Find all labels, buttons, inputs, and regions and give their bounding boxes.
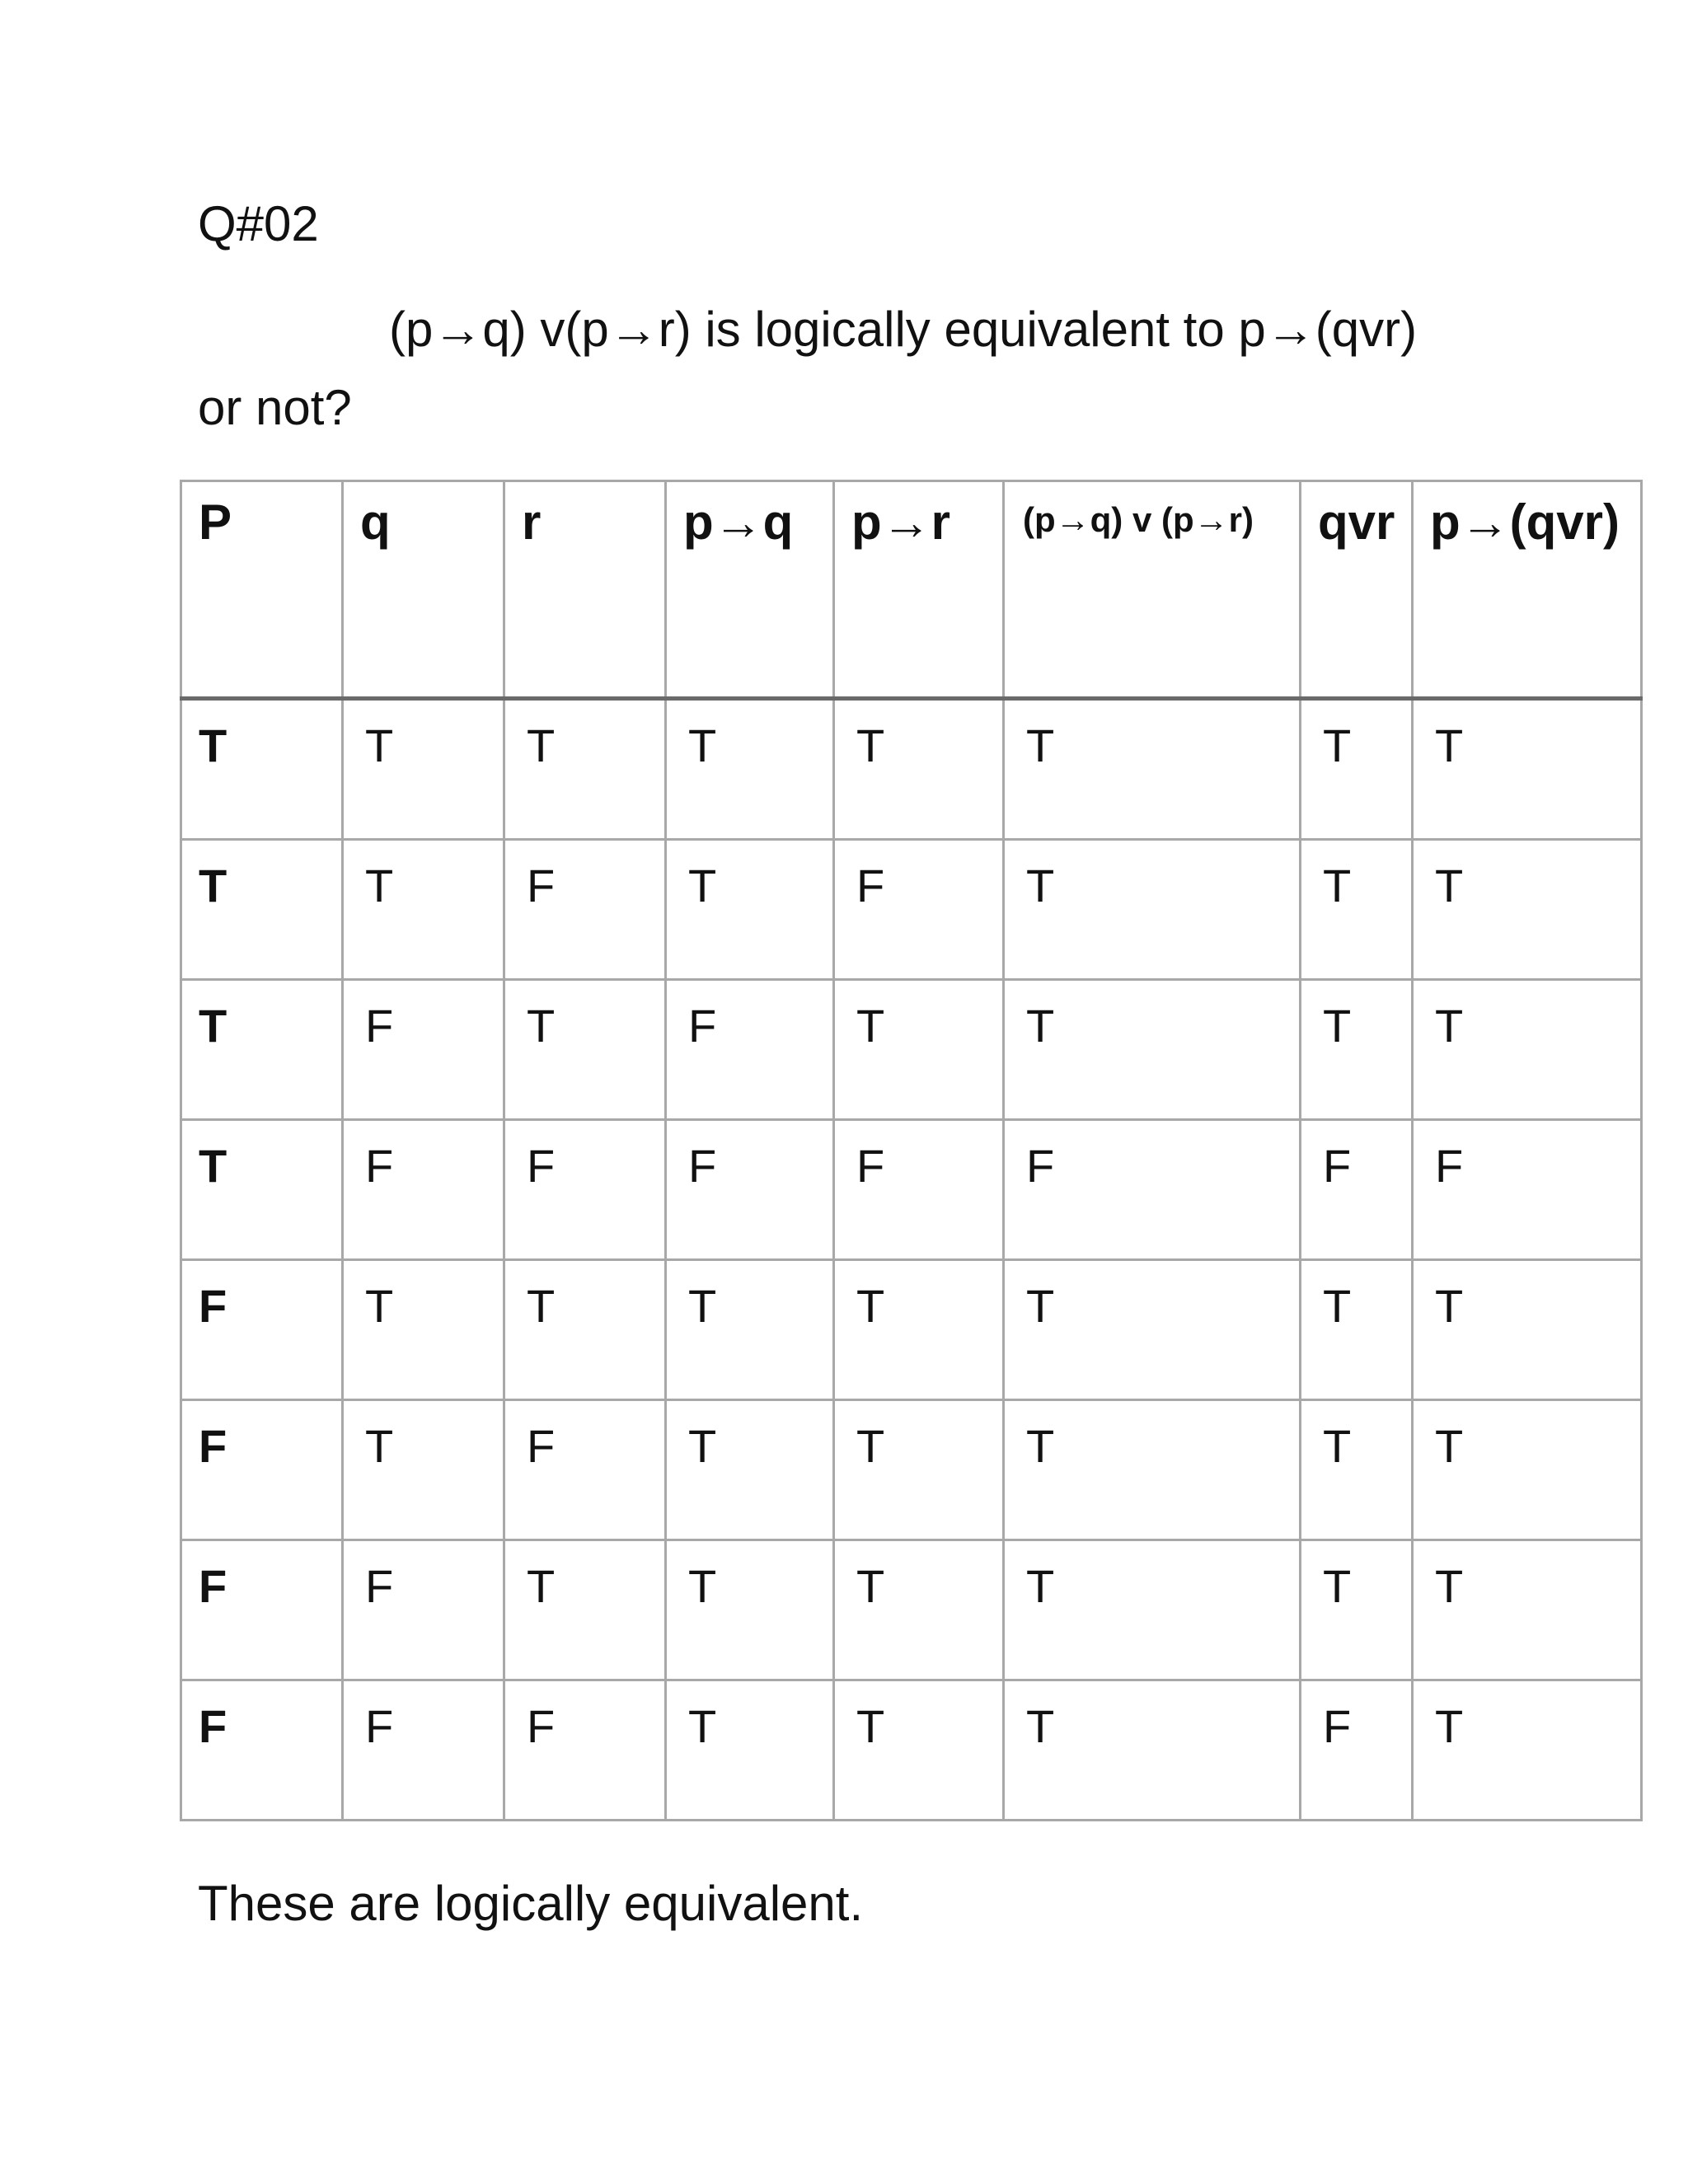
header-p-implies-q-or-r: p→(qvr)	[1413, 481, 1642, 699]
table-cell: F	[666, 980, 834, 1120]
table-cell: F	[834, 1120, 1004, 1260]
table-cell: T	[666, 1680, 834, 1821]
table-cell: T	[666, 840, 834, 980]
table-cell: T	[181, 699, 343, 840]
table-cell: T	[1004, 840, 1301, 980]
table-cell: T	[666, 1400, 834, 1540]
table-cell: T	[343, 840, 504, 980]
table-cell: T	[834, 1540, 1004, 1680]
conclusion-text: These are logically equivalent.	[198, 1876, 864, 1931]
table-cell: T	[1301, 1540, 1413, 1680]
table-cell: T	[834, 699, 1004, 840]
table-cell: T	[666, 1260, 834, 1400]
table-cell: F	[1301, 1680, 1413, 1821]
table-cell: T	[1413, 1680, 1642, 1821]
table-cell: T	[504, 699, 666, 840]
table-cell: T	[1413, 699, 1642, 840]
table-row	[181, 1680, 1642, 1821]
table-cell: T	[1004, 1260, 1301, 1400]
header-p-implies-r: p→r	[834, 481, 1004, 699]
table-cell: F	[504, 1120, 666, 1260]
table-cell: T	[1301, 840, 1413, 980]
table-cell: T	[666, 699, 834, 840]
table-cell: T	[1301, 1400, 1413, 1540]
table-cell: F	[343, 1120, 504, 1260]
table-cell: F	[504, 1680, 666, 1821]
table-cell: T	[181, 1120, 343, 1260]
header-r: r	[504, 481, 666, 699]
table-cell: T	[834, 980, 1004, 1120]
table-cell: F	[666, 1120, 834, 1260]
header-disjunction-of-implications: (p→q) v (p→r)	[1004, 481, 1301, 699]
table-cell: T	[1301, 1260, 1413, 1400]
table-row	[181, 1400, 1642, 1540]
table-cell: F	[181, 1400, 343, 1540]
table-cell: T	[1004, 980, 1301, 1120]
table-row	[181, 840, 1642, 980]
table-cell: T	[181, 840, 343, 980]
table-cell: F	[181, 1260, 343, 1400]
table-row	[181, 1120, 1642, 1260]
header-q-or-r: qvr	[1301, 481, 1413, 699]
truth-table	[180, 480, 1643, 1821]
table-cell: T	[1413, 840, 1642, 980]
table-cell: T	[834, 1260, 1004, 1400]
table-cell: T	[1413, 1400, 1642, 1540]
table-cell: F	[1413, 1120, 1642, 1260]
question-number: Q#02	[198, 196, 319, 251]
table-cell: F	[1301, 1120, 1413, 1260]
table-cell: F	[343, 980, 504, 1120]
table-cell: T	[504, 1260, 666, 1400]
table-cell: T	[504, 980, 666, 1120]
table-cell: F	[504, 840, 666, 980]
table-cell: T	[1301, 980, 1413, 1120]
table-row	[181, 699, 1642, 840]
table-cell: T	[1004, 1680, 1301, 1821]
header-q: q	[343, 481, 504, 699]
table-cell: T	[834, 1400, 1004, 1540]
table-cell: T	[343, 1260, 504, 1400]
header-p: P	[181, 481, 343, 699]
table-cell: T	[343, 1400, 504, 1540]
table-cell: T	[1004, 699, 1301, 840]
table-cell: T	[1004, 1400, 1301, 1540]
table-cell: T	[834, 1680, 1004, 1821]
table-cell: T	[1413, 980, 1642, 1120]
table-cell: T	[666, 1540, 834, 1680]
table-header-row	[181, 481, 1642, 699]
table-cell: F	[181, 1540, 343, 1680]
question-statement: (p→q) v(p→r) is logically equivalent to p→(qvr)	[389, 302, 1418, 357]
table-cell: T	[1004, 1540, 1301, 1680]
table-cell: F	[181, 1680, 343, 1821]
table-cell: F	[343, 1540, 504, 1680]
table-cell: F	[834, 840, 1004, 980]
table-cell: T	[1301, 699, 1413, 840]
table-row	[181, 980, 1642, 1120]
table-cell: T	[181, 980, 343, 1120]
table-cell: T	[1413, 1540, 1642, 1680]
table-cell: F	[343, 1680, 504, 1821]
table-cell: F	[504, 1400, 666, 1540]
table-cell: F	[1004, 1120, 1301, 1260]
header-p-implies-q: p→q	[666, 481, 834, 699]
question-statement-continued: or not?	[198, 380, 352, 435]
table-row	[181, 1260, 1642, 1400]
table-row	[181, 1540, 1642, 1680]
table-cell: T	[343, 699, 504, 840]
table-cell: T	[1413, 1260, 1642, 1400]
table-cell: T	[504, 1540, 666, 1680]
